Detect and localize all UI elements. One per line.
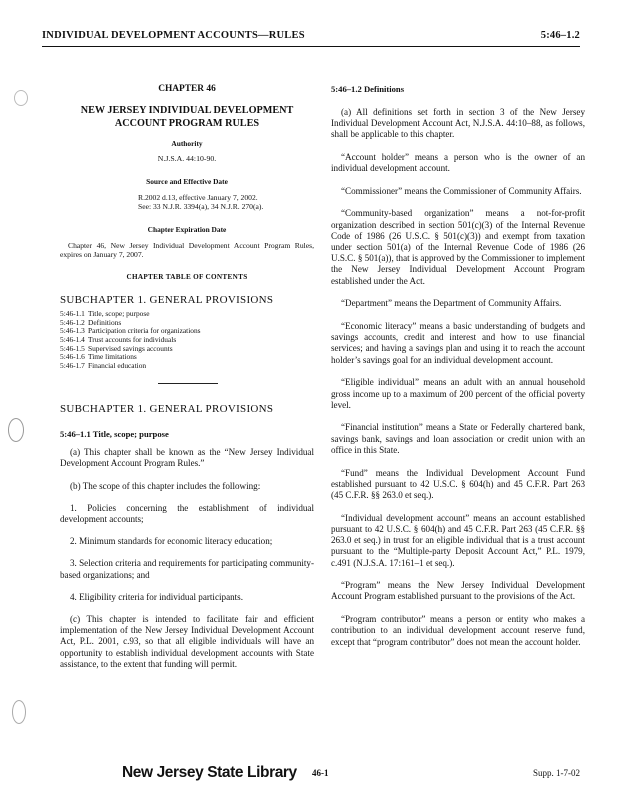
paragraph-a: (a) This chapter shall be known as the “New Jersey Individual Development Account Program Rules.” — [60, 447, 314, 469]
toc-entry-number: 5:46-1.4 — [60, 334, 85, 344]
list-item-4: 4. Eligibility criteria for individual participants. — [70, 591, 243, 602]
running-header-title: INDIVIDUAL DEVELOPMENT ACCOUNTS—RULES — [42, 30, 305, 41]
toc-entry-label: Definitions — [88, 317, 122, 327]
scan-mark — [14, 90, 28, 106]
table-of-contents — [60, 310, 314, 371]
scan-mark — [8, 418, 24, 442]
definition-commissioner: “Commissioner” means the Commissioner of Community Affairs. — [341, 185, 582, 196]
list-item-2: 2. Minimum standards for economic literacy education; — [70, 536, 273, 547]
paragraph-c: (c) This chapter is intended to facilitate fair and efficient implementation of the New Jersey Individual Development Account Act, P.L. 2001, c.93, so that all eligible individuals will have an opportunity to establish individual development accounts with State assistance, to the extent that funding will permit. — [60, 613, 314, 669]
toc-entry-number: 5:46-1.2 — [60, 317, 85, 327]
authority-heading: Authority — [171, 139, 203, 149]
toc-entry-number: 5:46-1.1 — [60, 308, 85, 318]
definition-community-based-organization: “Community-based organization” means a not-for-profit organization described in section 501(c)(3) of the Internal Revenue Code of 1986 (26 U.S.C. § 501(c)(3)) and exempt from taxation under section 501(a) of the Internal Revenue Code of 1986 (26 U.S.C. § 501(a)), that is approved by the Commissioner to implement the New Jersey Individual Development Account Program established under the Act. — [331, 208, 585, 286]
expiration-text: Chapter 46, New Jersey Individual Development Account Program Rules, expires on January 7, 2007. — [60, 240, 314, 260]
expiration-heading: Chapter Expiration Date — [147, 224, 227, 234]
toc-entry-label: Title, scope; purpose — [88, 308, 150, 318]
source-line-1: R.2002 d.13, effective January 7, 2002. — [138, 193, 258, 203]
chapter-number: CHAPTER 46 — [158, 84, 216, 94]
running-header — [42, 30, 580, 46]
library-stamp: New Jersey State Library — [122, 764, 297, 781]
toc-divider — [158, 383, 218, 384]
definition-individual-development-account: “Individual development account” means an account established pursuant to 42 U.S.C. § 604(h) and 45 C.F.R. Part 263 (45 C.F.R. §§ 263.0 et seq.) in trust for an eligible individual that is a trust account pursuant to the “Multiple-party Deposit Account Act,” P.L. 1979, c.491 (N.J.S.A. 17:161–1 et seq.). — [331, 512, 585, 568]
authority-text: N.J.S.A. 44:10-90. — [157, 154, 217, 164]
right-column — [331, 84, 585, 648]
definition-paragraph: (a) All definitions set forth in section 3 of the New Jersey Individual Development Account Act, N.J.S.A. 44:10–88, as follows, shall be applicable to this chapter. — [331, 106, 585, 140]
source-heading: Source and Effective Date — [146, 176, 228, 186]
scan-mark — [12, 700, 26, 724]
definition-account-holder: “Account holder” means a person who is the owner of an individual development account. — [331, 151, 585, 174]
toc-entry-label: Trust accounts for individuals — [88, 334, 177, 344]
page-footer — [42, 764, 580, 784]
list-item-3: 3. Selection criteria and requirements for participating community-based organizations; and — [60, 558, 314, 580]
definition-financial-institution: “Financial institution” means a State or Federally chartered bank, savings bank, savings and loan association or credit union with an office in this State. — [331, 422, 585, 455]
toc-entry[interactable] — [60, 362, 314, 371]
toc-entry-number: 5:46-1.6 — [60, 352, 85, 362]
toc-subchapter: SUBCHAPTER 1. GENERAL PROVISIONS — [60, 293, 274, 306]
toc-entry-label: Participation criteria for organizations — [88, 326, 201, 336]
definition-program-contributor: “Program contributor” means a person or entity who makes a contribution to an individual development account reserve fund, except that “program contributor” does not mean the account holder. — [331, 614, 585, 647]
toc-entry-label: Financial education — [88, 361, 147, 371]
left-column — [60, 84, 314, 670]
toc-entry-number: 5:46-1.7 — [60, 361, 85, 371]
list-item-1: 1. Policies concerning the establishment of individual development accounts; — [60, 502, 314, 524]
section-heading-1-2: 5:46–1.2 Definitions — [331, 84, 405, 94]
paragraph-b: (b) The scope of this chapter includes the following: — [70, 480, 261, 491]
chapter-title: NEW JERSEY INDIVIDUAL DEVELOPMENT ACCOUNT PROGRAM RULES — [80, 105, 294, 129]
source-line-2: See: 33 N.J.R. 3394(a), 34 N.J.R. 270(a). — [138, 202, 264, 212]
running-header-section: 5:46–1.2 — [540, 30, 580, 41]
page-number: 46-1 — [312, 768, 329, 778]
toc-entry-number: 5:46-1.5 — [60, 343, 85, 353]
subchapter-heading: SUBCHAPTER 1. GENERAL PROVISIONS — [60, 402, 274, 415]
definition-eligible-individual: “Eligible individual” means an adult with an annual household gross income up to a maximum of 200 percent of the official poverty level. — [331, 377, 585, 410]
header-rule — [42, 46, 580, 47]
definition-economic-literacy: “Economic literacy” means a basic understanding of budgets and savings accounts, credit and interest and how to use financial services; and having a savings plan and using it to reach the account holder’s savings goal for an individual development account. — [331, 321, 585, 365]
definition-department: “Department” means the Department of Community Affairs. — [341, 298, 562, 309]
definition-program: “Program” means the New Jersey Individual Development Account Program established pursuant to the provisions of the Act. — [331, 580, 585, 602]
toc-entry-label: Supervised savings accounts — [88, 343, 173, 353]
supplement-date: Supp. 1-7-02 — [533, 768, 580, 778]
toc-heading: CHAPTER TABLE OF CONTENTS — [126, 272, 248, 281]
toc-entry-number: 5:46-1.3 — [60, 326, 85, 336]
section-heading-1-1: 5:46–1.1 Title, scope; purpose — [60, 428, 169, 439]
toc-entry-label: Time limitations — [88, 352, 137, 362]
definition-fund: “Fund” means the Individual Development Account Fund established pursuant to 42 U.S.C. § 604(h) and 45 C.F.R. Part 263 (45 C.F.R. §§ 263.0 et seq.). — [331, 467, 585, 500]
